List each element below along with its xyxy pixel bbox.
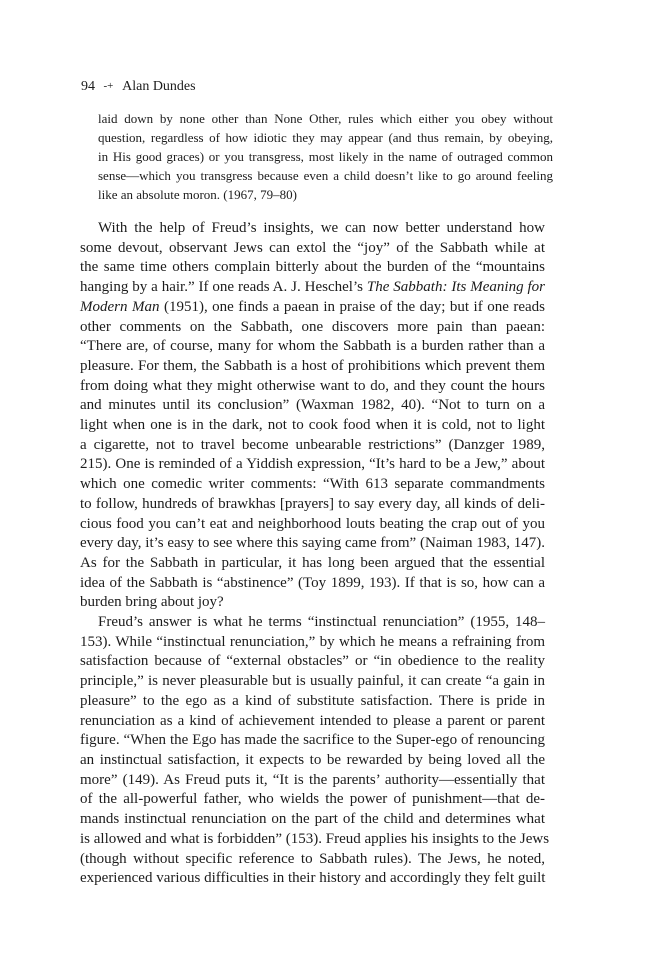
text-line: to follow, hundreds of brawkhas [prayers] to say every day, all kinds of deli- [80,495,545,512]
text-line: satisfaction because of “external obstacles” or “in obedience to the reality [80,653,545,670]
quote-line: sense—which you transgress because even a child doesn’t like to go around feeling [98,168,553,183]
text-line: pleasure. For them, the Sabbath is a host of prohibitions which prevent them [80,357,545,374]
text-line: Freud’s answer is what he terms “instinctual renunciation” (1955, 148– [98,614,545,631]
text-line [80,278,545,298]
body-text [80,219,550,889]
text-line: is allowed and what is forbidden” (153). Freud applies his insights to the Jews [80,830,550,847]
text-line: With the help of Freud’s insights, we can now better understand how [98,220,545,236]
text-line: cious food you can’t eat and neighborhood louts beating the crap out of you [80,515,545,532]
block-quote [98,109,553,204]
text-line: light when one is in the dark, not to cook food when it is cold, not to light [80,417,545,434]
text-line: 153). While “instinctual renunciation,” by which he means a refraining from [80,633,545,650]
text-line: figure. “When the Ego has made the sacrifice to the Super-ego of renouncing [80,732,545,749]
book-title: The Sabbath: Its Meaning for [366,279,545,296]
running-head-author: Alan Dundes [122,79,196,94]
text-line: an instinctual satisfaction, it expects to be rewarded by being loved all the [80,751,545,768]
text-line: idea of the Sabbath is “abstinence” (Toy 1899, 193). If that is so, how can a [80,574,545,591]
quote-line: like an absolute moron. (1967, 79–80) [98,187,297,202]
text-line: the same time others complain bitterly about the burden of the “mountains [80,259,545,276]
text-line: some devout, observant Jews can extol the “joy” of the Sabbath while at [80,239,545,256]
text-line: a cigarette, not to travel become unbearable restrictions” (Danzger 1989, [80,436,545,453]
text-line: which one comedic writer comments: “With 613 separate commandments [80,476,545,493]
header-separator-icon: -+ [103,80,114,92]
text-line-part: hanging by a hair.” If one reads A. J. Heschel’s [80,279,367,296]
text-line: mands instinctual renunciation on the part of the child and determines what [80,811,545,828]
text-line: “There are, of course, many for whom the Sabbath is a burden rather than a [80,338,545,355]
text-line: principle,” is never pleasurable but is usually painful, it can create “a gain in [80,673,545,690]
page-header [81,77,196,96]
paragraph-1 [80,219,545,613]
text-line: from doing what they might otherwise want to do, and they count the hours [80,377,545,394]
quote-line: in His good graces) or you transgress, most likely in the name of outraged common [98,149,553,164]
text-line: burden bring about joy? [80,594,224,611]
quote-line: question, regardless of how idiotic they may appear (and thus remain, by obeying, [98,130,553,145]
text-line: of the all-powerful father, who wields the power of punishment—that de- [80,791,545,808]
text-line: other comments on the Sabbath, one discovers more pain than paean: [80,318,545,335]
text-line: As for the Sabbath in particular, it has long been argued that the essential [80,554,545,571]
text-line [80,298,545,318]
text-line: pleasure” to the ego as a kind of substitute satisfaction. There is pride in [80,692,545,709]
text-line: every day, it’s easy to see where this saying came from” (Naiman 1983, 147). [80,535,545,552]
text-line: renunciation as a kind of achievement intended to please a parent or parent [80,712,545,729]
text-line: more” (149). As Freud puts it, “It is the parents’ authority—essentially that [80,771,545,788]
text-line: (though without specific reference to Sabbath rules). The Jews, he noted, [80,850,545,867]
book-title-cont: Modern Man [80,298,160,315]
page-number: 94 [81,79,95,94]
text-line: 215). One is reminded of a Yiddish expression, “It’s hard to be a Jew,” about [80,456,545,473]
text-line: experienced various difficulties in their history and accordingly they felt guilt [80,870,546,887]
paragraph-2 [80,613,550,889]
text-line-part: (1951), one finds a paean in praise of the day; but if one reads [159,298,545,315]
quote-line: laid down by none other than None Other, rules which either you obey without [98,111,553,126]
text-line: and minutes until its conclusion” (Waxman 1982, 40). “Not to turn on a [80,397,545,414]
